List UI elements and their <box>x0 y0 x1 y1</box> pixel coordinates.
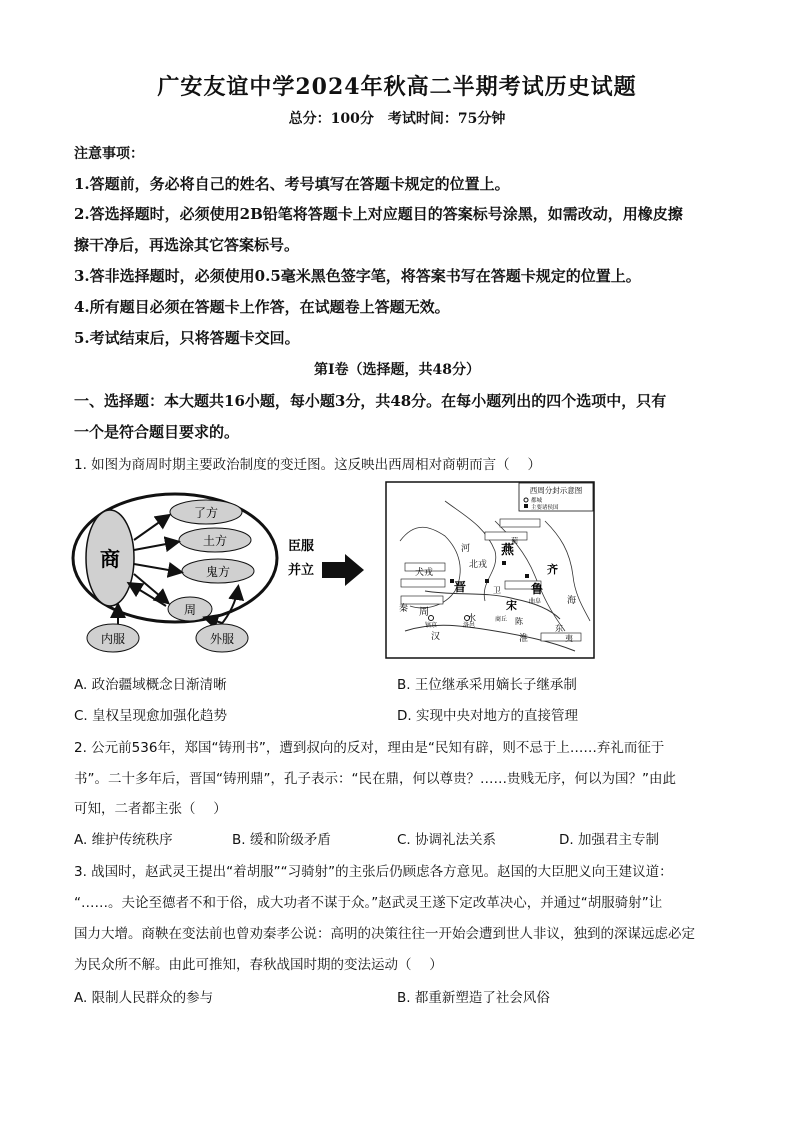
map-label-lu: 鲁 <box>531 582 544 596</box>
map-label-qufu: 曲阜 <box>529 598 542 605</box>
map-label-qin: 秦 <box>399 604 409 614</box>
inner-service-label: 内服 <box>100 632 126 646</box>
map-label-shui: 水 <box>467 614 477 624</box>
note-item: 5.考试结束后，只将答题卡交回。 <box>74 329 300 347</box>
q1-option-a: A. 政治疆域概念日渐清晰 <box>74 677 227 693</box>
legend-capital: 都城 <box>531 498 543 504</box>
western-zhou-map <box>385 481 595 659</box>
section-title: 第Ⅰ卷（选择题，共48分） <box>313 362 481 378</box>
map-label-yi: 夷 <box>565 634 573 643</box>
map-label-quanrong: 犬戎 <box>415 568 434 578</box>
map-label-song: 宋 <box>506 599 517 612</box>
q2-option-c: C. 协调礼法关系 <box>397 832 497 848</box>
map-label-zhou: 周 <box>419 607 429 618</box>
q1-option-b: B. 王位继承采用嫡长子继承制 <box>397 677 577 693</box>
q1-option-c: C. 皇权呈现愈加强化趋势 <box>74 708 228 724</box>
note-item: 1.答题前，务必将自己的姓名、考号填写在答题卡规定的位置上。 <box>74 175 510 193</box>
shang-zhou-diagram <box>70 488 370 658</box>
note-item: 2.答选择题时，必须使用2B铅笔将答题卡上对应题目的答案标号涂黑，如需改动，用橡皮擦 <box>74 205 683 223</box>
node-tufang-label: 土方 <box>202 534 228 548</box>
q2-option-d: D. 加强君主专制 <box>559 832 659 848</box>
map-label-yan: 燕 <box>501 543 515 558</box>
note-item: 4.所有题目必须在答题卡上作答，在试题卷上答题无效。 <box>74 298 450 316</box>
question-3-line: 为民众所不解。由此可推知，春秋战国时期的变法运动（ ） <box>74 957 443 973</box>
map-label-haojing: 镐京 <box>425 622 438 629</box>
question-3-line: 国力大增。商鞅在变法前也曾劝秦孝公说：高明的决策往往一开始会遭到世人非议，独到的深谋远虑必定 <box>74 926 695 942</box>
outer-service-label: 外服 <box>209 632 235 646</box>
arrow-label-1: 臣服 <box>288 539 315 554</box>
map-label-dong: 东 <box>555 624 563 633</box>
map-label-huai: 淮 <box>519 634 529 644</box>
node-liaofang-label: 了方 <box>193 506 219 520</box>
question-2-line: 书”。二十多年后，晋国“铸刑鼎”，孔子表示：“民在鼎，何以尊贵？……贵贱无序，何以为国？”由此 <box>74 771 676 787</box>
legend-state: 主要诸侯国 <box>531 505 559 511</box>
map-label-chen: 陈 <box>515 617 523 626</box>
question-2-line: 可知，二者都主张（ ） <box>74 801 227 817</box>
map-title: 西周分封示意图 <box>529 486 583 495</box>
question-3-line: “……。夫论至德者不和于俗，成大功者不谋于众。”赵武灵王遂下定改革决心，并通过“胡服骑射”让 <box>74 895 663 911</box>
arrow-label-2: 并立 <box>288 563 315 578</box>
map-label-he: 河 <box>461 544 471 554</box>
node-guifang-label: 鬼方 <box>205 565 231 579</box>
q3-option-b: B. 都重新塑造了社会风俗 <box>397 990 550 1006</box>
map-label-shangqiu: 商丘 <box>495 616 508 623</box>
q2-option-b: B. 缓和阶级矛盾 <box>232 832 331 848</box>
section-intro: 一、选择题：本大题共16小题，每小题3分，共48分。在每小题列出的四个选项中，只有 <box>74 392 667 410</box>
map-label-jin: 晋 <box>454 580 467 594</box>
section-intro-cont: 一个是符合题目要求的。 <box>74 423 240 441</box>
node-zhou-label: 周 <box>183 603 197 617</box>
note-item: 擦干净后，再选涂其它答案标号。 <box>74 236 300 254</box>
question-3-line: 3. 战国时，赵武灵王提出“着胡服”“习骑射”的主张后仍顾虑各方意见。赵国的大臣肥义向王建议道： <box>74 864 673 880</box>
shang-label: 商 <box>100 547 120 571</box>
map-label-ji: 蓟 <box>511 537 518 545</box>
map-label-hai: 海 <box>567 596 577 606</box>
note-item: 3.答非选择题时，必须使用0.5毫米黑色签字笔，将答案书写在答题卡规定的位置上。 <box>74 267 641 285</box>
map-label-qi: 齐 <box>547 563 558 576</box>
notes-heading: 注意事项： <box>74 146 144 162</box>
exam-title: 广安友谊中学2024年秋高二半期考试历史试题 <box>157 74 637 100</box>
question-1-stem: 1. 如图为商周时期主要政治制度的变迁图。这反映出西周相对商朝而言（ ） <box>74 457 541 473</box>
transition-arrow <box>322 554 364 586</box>
q1-option-d: D. 实现中央对地方的直接管理 <box>397 708 578 724</box>
question-2-line: 2. 公元前536年，郑国“铸刑书”，遭到叔向的反对，理由是“民知有辟，则不忌于上……弃礼而征于 <box>74 740 665 756</box>
q2-option-a: A. 维护传统秩序 <box>74 832 173 848</box>
exam-subtitle: 总分：100分 考试时间：75分钟 <box>288 111 506 127</box>
map-label-luoyi: 洛邑 <box>463 622 476 629</box>
q3-option-a: A. 限制人民群众的参与 <box>74 990 214 1006</box>
map-label-wei: 卫 <box>493 586 501 595</box>
map-label-han: 汉 <box>431 632 441 642</box>
map-label-beirong: 北戎 <box>469 560 488 570</box>
